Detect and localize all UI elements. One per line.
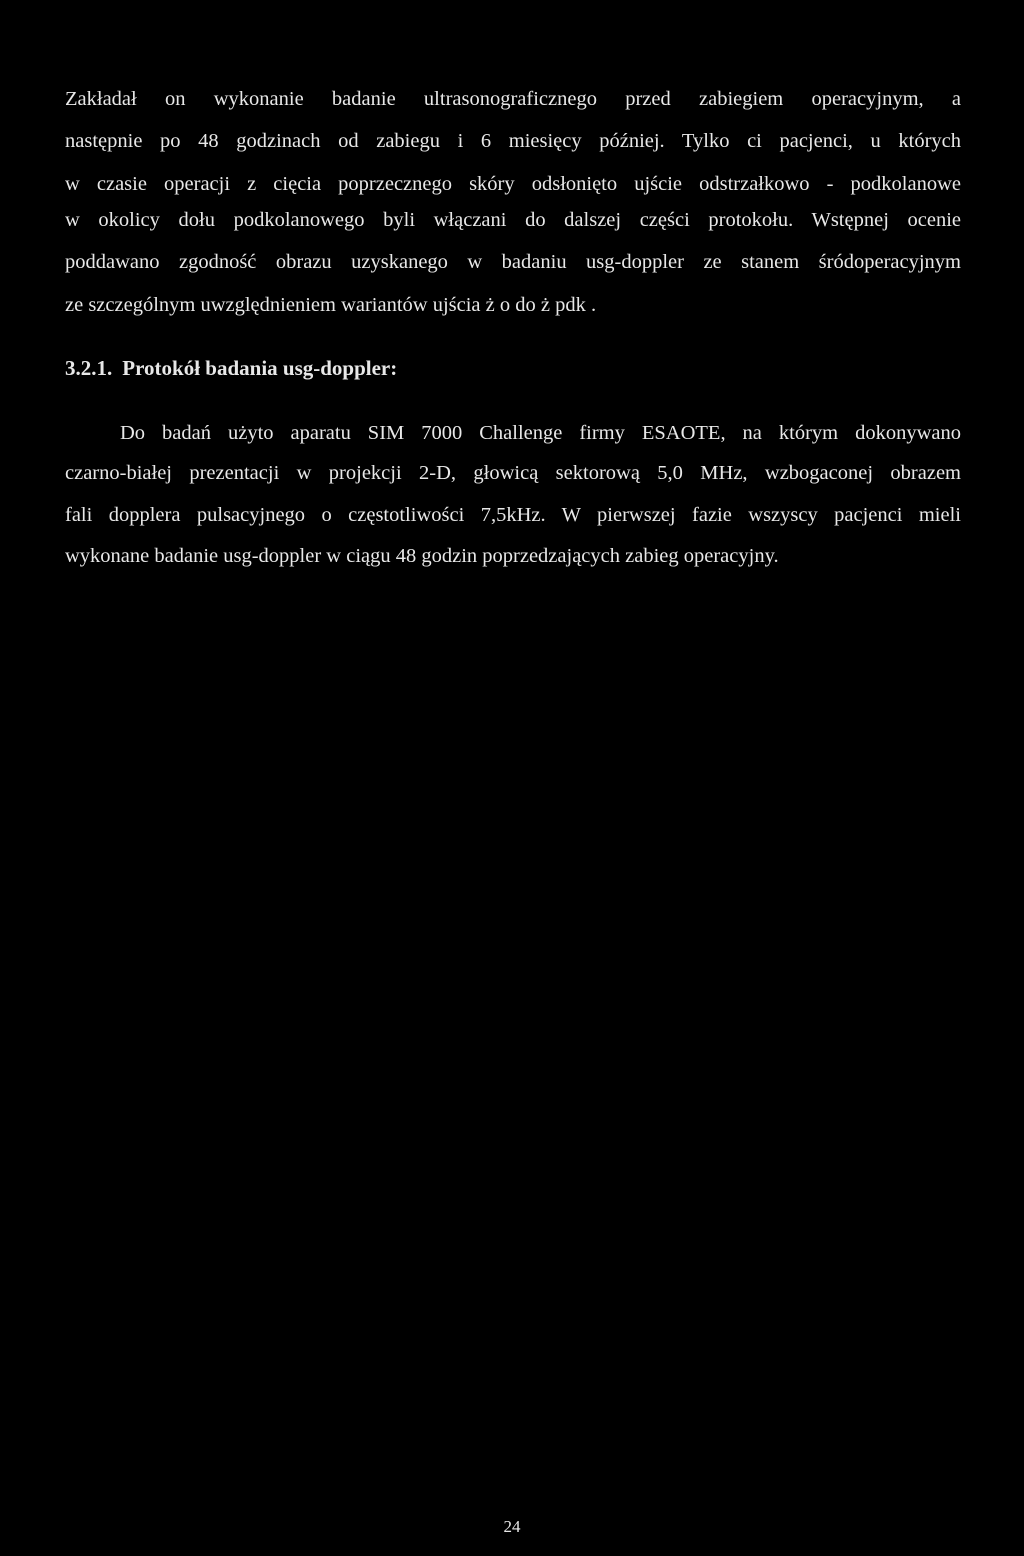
paragraph-1-line-5: poddawano zgodność obrazu uzyskanego w badaniu usg-doppler ze stanem śródoperacyjnym bbox=[65, 251, 961, 273]
paragraph-2-line-4: wykonane badanie usg-doppler w ciągu 48 godzin poprzedzających zabieg operacyjny. bbox=[65, 545, 779, 567]
section-heading bbox=[65, 355, 397, 381]
paragraph-1-line-2: następnie po 48 godzinach od zabiegu i 6 miesięcy później. Tylko ci pacjenci, u których bbox=[65, 130, 961, 152]
paragraph-2-line-1: Do badań użyto aparatu SIM 7000 Challenge firmy ESAOTE, na którym dokonywano bbox=[120, 422, 961, 444]
paragraph-1-line-3: w czasie operacji z cięcia poprzecznego skóry odsłonięto ujście odstrzałkowo - podkolanowe bbox=[65, 173, 961, 195]
paragraph-2-line-2: czarno-białej prezentacji w projekcji 2-D, głowicą sektorową 5,0 MHz, wzbogaconej obrazem bbox=[65, 462, 961, 484]
page-number: 24 bbox=[503, 1517, 521, 1536]
section-number: 3.2.1. bbox=[65, 356, 113, 380]
paragraph-1-line-1: Zakładał on wykonanie badanie ultrasonograficznego przed zabiegiem operacyjnym, a bbox=[65, 88, 961, 110]
section-title: Protokół badania usg-doppler: bbox=[122, 356, 398, 380]
paragraph-1-line-4: w okolicy dołu podkolanowego byli włączani do dalszej części protokołu. Wstępnej ocenie bbox=[65, 209, 961, 231]
paragraph-1-line-6: ze szczególnym uwzględnieniem wariantów ujścia ż o do ż pdk . bbox=[65, 294, 597, 316]
paragraph-2-line-3: fali dopplera pulsacyjnego o częstotliwości 7,5kHz. W pierwszej fazie wszyscy pacjenci mieli bbox=[65, 504, 961, 526]
